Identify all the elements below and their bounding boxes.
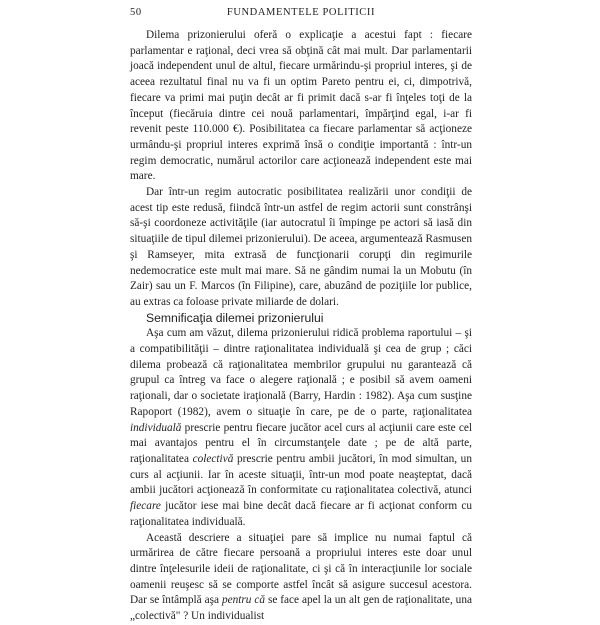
text-run: prescrie pentru ambii jucători, în mod simultan, un curs al acţiunii. Iar în aceste situaţii, într-un mod poate neaşteptat, dacă ambii jucători acţionează în conformitate cu raţionalitatea colectivă, atunci xyxy=(130,452,472,497)
italic-term: individuală xyxy=(130,421,182,434)
paragraph: Dar într-un regim autocratic posibilitatea realizării unor condiţii de acest tip este redusă, fiindcă într-un astfel de regim actorii sunt constrânşi să-şi coordoneze activităţile (iar autocratul îi împinge pe actori să iasă din situaţiile de tipul dilemei prizonierului). De aceea, argumentează Rasmusen şi Ramseyer, mita extrasă de funcţionarii corupţi din regimurile nedemocratice este mult mai mare. Să ne gândim numai la un Mobutu (în Zair) sau un F. Marcos (în Filipine), care, abuzând de poziţiile lor publice, au extras ca foloase private miliarde de dolari. xyxy=(130,186,472,308)
italic-term: fiecare xyxy=(130,500,161,513)
running-title: FUNDAMENTELE POLITICII xyxy=(226,7,376,18)
text-run: se face apel la un alt gen de raţionalitate, una „colectivă" ? Un individualist xyxy=(130,594,472,623)
text-run: Aşa cum am văzut, dilema prizonierului ridică problema raportului – şi a compatibilităţii – dintre raţionalitatea individuală şi cea de grup ; căci dilema probează că raţionalitatea membrilor grupului nu garantează că grupul ca întreg va face o alegere raţională ; e posibil să avem oameni raţionali, dar o societate iraţională (Barry, Hardin : 1982). Aşa cum susţine Rapoport (1982), avem o situaţie în care, pe de o parte, raţionalitatea xyxy=(130,327,472,418)
text-run: prescrie pentru fiecare jucător acel curs al acţiunii care este cel mai avantajos pentru el în circumstanţele date ; pe de altă parte, raţionalitatea xyxy=(130,421,472,465)
section-heading: Semnificaţia dilemei prizonierului xyxy=(146,310,324,325)
italic-term: pentru că xyxy=(221,594,266,607)
page-number: 50 xyxy=(130,7,142,18)
paragraph xyxy=(130,531,472,625)
italic-term: colectivă xyxy=(192,452,234,465)
text-run: jucător iese mai bine decât dacă fiecare ar fi acţionat conform cu raţionalitatea individuală. xyxy=(130,500,472,528)
body-text xyxy=(130,28,472,625)
paragraph: Dilema prizonierului oferă o explicaţie a acestui fapt : fiecare parlamentar e raţional, deci vrea să obţină cât mai mult. Dar parlamentarii joacă independent unul de altul, fiecare urmărindu-şi propriul interes, şi de aceea rezultatul final nu va fi un optim Pareto pentru ei, ci, dimpotrivă, fiecare va primi mai puţin decât ar fi primit dacă s-ar fi înţeles toţi de la început (fiecăruia dintre cei nouă parlamentari, împărţind egal, i-ar fi revenit peste 110.000 €). Posibilitatea ca fiecare parlamentar să acţioneze urmându-şi propriul interes exprimă însă o condiţie importantă : într-un regim democratic, numărul actorilor care acţionează independent este mai mare. xyxy=(130,29,472,183)
text-run: Această descriere a situaţiei pare să implice nu numai faptul că urmărirea de către fiecare persoană a propriului interes este doar unul dintre înţelesurile ideii de raţionalitate, ci şi că în interacţiunile lor sociale oamenii reuşesc să se comporte astfel încât să asigure succesul acestora. Dar se întâmplă aşa xyxy=(130,531,472,607)
page-header xyxy=(130,7,472,23)
paragraph xyxy=(130,326,472,530)
